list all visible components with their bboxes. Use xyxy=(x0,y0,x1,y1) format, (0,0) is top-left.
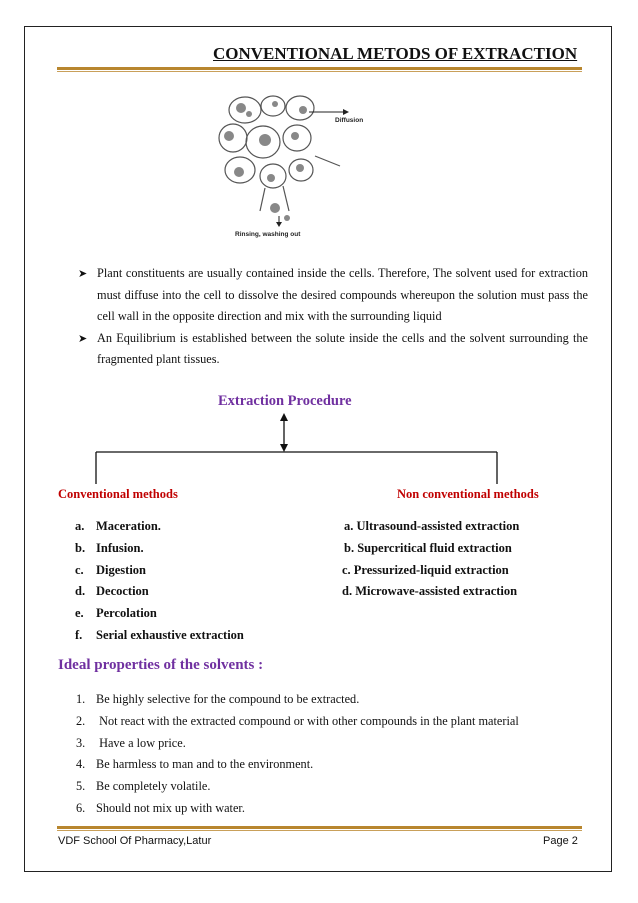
list-item: 4. Be harmless to man and to the environment. xyxy=(76,757,314,772)
list-item: 6. Should not mix up with water. xyxy=(76,800,245,815)
list-item: b. Infusion. xyxy=(75,540,144,555)
list-item: b. Supercritical fluid extraction xyxy=(344,540,512,555)
list-item: c. Pressurized-liquid extraction xyxy=(342,562,509,577)
list-item: d. Decoction xyxy=(75,584,149,599)
list-item: ➤ An Equilibrium is established between the solute inside the cells and the solvent surrounding the fragmented plant tissues. xyxy=(78,328,588,371)
footer-rule xyxy=(57,826,582,829)
diffusion-label: Diffusion xyxy=(335,117,364,124)
procedure-title: Extraction Procedure xyxy=(218,393,352,409)
footer-rule-thin xyxy=(57,830,582,831)
list-item: f. Serial exhaustive extraction xyxy=(75,627,244,642)
ideal-properties-heading: Ideal properties of the solvents : xyxy=(58,657,264,673)
list-item: 5. Be completely volatile. xyxy=(76,779,211,794)
page-number: Page 2 xyxy=(543,835,578,847)
list-item: a. Ultrasound-assisted extraction xyxy=(344,519,520,533)
page-title: CONVENTIONAL METODS OF EXTRACTION xyxy=(213,44,578,63)
footer-school: VDF School Of Pharmacy,Latur xyxy=(58,835,212,847)
nonconventional-heading: Non conventional methods xyxy=(397,487,539,501)
list-item: 2. Not react with the extracted compound or with other compounds in the plant material xyxy=(76,713,519,728)
conventional-heading: Conventional methods xyxy=(58,487,178,501)
list-item: 3. Have a low price. xyxy=(76,735,186,750)
list-item: a. Maceration. xyxy=(75,519,161,533)
conventional-list xyxy=(75,516,244,647)
list-item: ➤ Plant constituents are usually contained inside the cells. Therefore, The solvent used for extraction must diffuse into the cell to dissolve the desired compounds whereupon the solution must pass the cell wall in the opposite direction and mix with the surrounding liquid xyxy=(78,263,588,328)
ideal-properties-list xyxy=(76,689,519,820)
list-item: 1. Be highly selective for the compound to be extracted. xyxy=(76,692,360,706)
nonconventional-list xyxy=(335,516,519,603)
list-item: c. Digestion xyxy=(75,562,146,577)
list-item: e. Percolation xyxy=(75,606,157,621)
arrow-bullet-icon: ➤ xyxy=(78,331,88,345)
arrow-bullet-icon: ➤ xyxy=(78,267,88,280)
rinsing-label: Rinsing, washing out xyxy=(235,231,301,238)
list-item: d. Microwave-assisted extraction xyxy=(342,584,518,599)
